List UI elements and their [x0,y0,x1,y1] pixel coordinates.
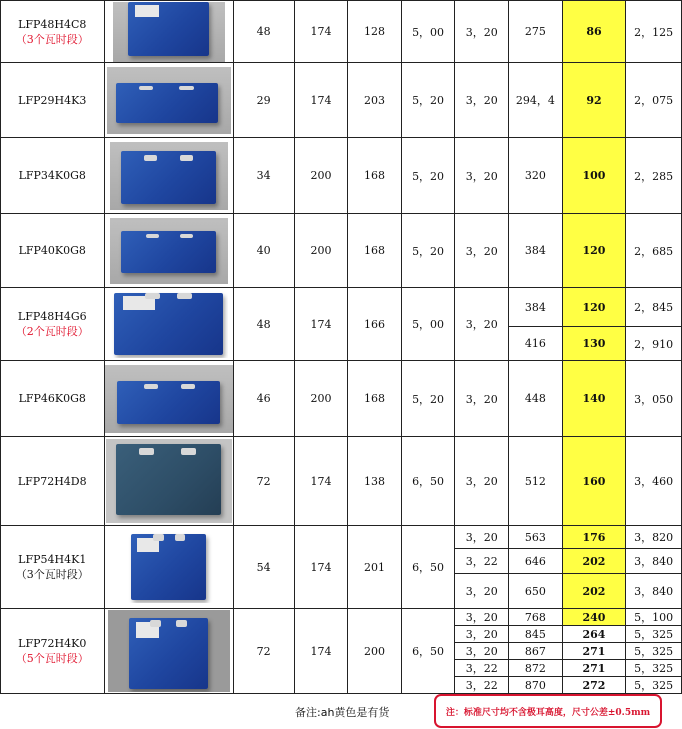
wh-cell: 384 [509,288,563,327]
voltage-cell: 3，20 [455,643,509,660]
table-row [1,288,682,327]
table-row [1,138,682,214]
width-cell: 200 [294,214,347,288]
voltage-cell: 3，22 [455,549,509,574]
price-cell: 3，840 [626,574,682,609]
battery-photo [106,439,232,523]
battery-photo-cell [104,526,233,609]
voltage-cell: 3，20 [455,609,509,626]
height-cell: 168 [348,214,401,288]
table-row [1,361,682,437]
ah-cell: 271 [562,643,625,660]
wh-cell: 384 [509,214,563,288]
voltage-cell: 3，20 [455,526,509,549]
table-row [1,214,682,288]
price-cell: 5，325 [626,660,682,677]
price-cell: 3，050 [626,361,682,437]
model-cell: LFP72H4D8 [1,437,105,526]
height-cell: 138 [348,437,401,526]
price-cell: 3，840 [626,549,682,574]
voltage-cell: 3，22 [455,660,509,677]
ah-cell: 120 [562,214,625,288]
height-cell: 200 [348,609,401,694]
model-cell: LFP29H4K3 [1,63,105,138]
wh-cell: 650 [509,574,563,609]
footer [0,693,682,729]
price-cell: 3，820 [626,526,682,549]
model-cell: LFP48H4G6 （2个瓦时段） [1,288,105,361]
model-cell: LFP34K0G8 [1,138,105,214]
table-row [1,526,682,549]
weight-cell: 54 [233,526,294,609]
price-cell: 3，460 [626,437,682,526]
weight-cell: 72 [233,437,294,526]
weight-cell: 48 [233,288,294,361]
battery-photo [113,2,225,62]
weight-cell: 34 [233,138,294,214]
thickness-cell: 5，00 [401,1,455,63]
voltage-cell: 3，20 [455,626,509,643]
price-cell: 2，075 [626,63,682,138]
battery-photo [108,610,230,692]
table-row [1,63,682,138]
wh-cell: 845 [509,626,563,643]
ah-cell: 100 [562,138,625,214]
battery-photo-cell [104,63,233,138]
voltage-cell: 3，20 [455,437,509,526]
ah-cell: 86 [562,1,625,63]
battery-photo [110,218,228,284]
voltage-cell: 3，22 [455,677,509,694]
battery-photo-cell [104,437,233,526]
price-cell: 2，845 [626,288,682,327]
table-row [1,437,682,526]
wh-cell: 294，4 [509,63,563,138]
width-cell: 174 [294,288,347,361]
tolerance-note-box: 注：标准尺寸均不含极耳高度，尺寸公差±0.5mm [434,694,662,728]
width-cell: 200 [294,138,347,214]
thickness-cell: 5，20 [401,138,455,214]
model-cell: LFP40K0G8 [1,214,105,288]
model-cell: LFP72H4K0 （5个瓦时段） [1,609,105,694]
table-row [1,609,682,626]
model-cell: LFP48H4C8 （3个瓦时段） [1,1,105,63]
battery-photo-cell [104,288,233,361]
stock-note: 备注:ah黄色是有货 [295,706,390,719]
height-cell: 201 [348,526,401,609]
thickness-cell: 5，20 [401,361,455,437]
wh-cell: 872 [509,660,563,677]
ah-cell: 92 [562,63,625,138]
ah-cell: 140 [562,361,625,437]
battery-photo-cell [104,1,233,63]
voltage-cell: 3，20 [455,1,509,63]
ah-cell: 272 [562,677,625,694]
ah-cell: 240 [562,609,625,626]
wh-cell: 563 [509,526,563,549]
thickness-cell: 6，50 [401,609,455,694]
battery-photo-cell [104,138,233,214]
price-cell: 5，325 [626,626,682,643]
width-cell: 174 [294,63,347,138]
wh-cell: 870 [509,677,563,694]
thickness-cell: 6，50 [401,437,455,526]
height-cell: 168 [348,361,401,437]
thickness-cell: 6，50 [401,526,455,609]
weight-cell: 40 [233,214,294,288]
width-cell: 174 [294,1,347,63]
voltage-cell: 3，20 [455,288,509,361]
thickness-cell: 5，00 [401,288,455,361]
width-cell: 200 [294,361,347,437]
wh-cell: 867 [509,643,563,660]
price-cell: 5，100 [626,609,682,626]
voltage-cell: 3，20 [455,214,509,288]
weight-cell: 48 [233,1,294,63]
battery-photo [105,365,233,433]
wh-cell: 416 [509,327,563,361]
height-cell: 168 [348,138,401,214]
height-cell: 166 [348,288,401,361]
thickness-cell: 5，20 [401,63,455,138]
voltage-cell: 3，20 [455,138,509,214]
wh-cell: 448 [509,361,563,437]
battery-photo-cell [104,214,233,288]
price-cell: 5，325 [626,643,682,660]
table-row [1,1,682,63]
voltage-cell: 3，20 [455,574,509,609]
width-cell: 174 [294,609,347,694]
price-cell: 2，910 [626,327,682,361]
model-cell: LFP54H4K1 （3个瓦时段） [1,526,105,609]
weight-cell: 46 [233,361,294,437]
wh-cell: 275 [509,1,563,63]
ah-cell: 202 [562,574,625,609]
price-cell: 2，285 [626,138,682,214]
voltage-cell: 3，20 [455,63,509,138]
battery-photo [110,142,228,210]
price-cell: 2，685 [626,214,682,288]
ah-cell: 120 [562,288,625,327]
battery-photo [110,531,228,603]
width-cell: 174 [294,526,347,609]
battery-photo-cell [104,361,233,437]
wh-cell: 512 [509,437,563,526]
price-cell: 2，125 [626,1,682,63]
ah-cell: 160 [562,437,625,526]
width-cell: 174 [294,437,347,526]
wh-cell: 646 [509,549,563,574]
battery-photo-cell [104,609,233,694]
ah-cell: 130 [562,327,625,361]
ah-cell: 264 [562,626,625,643]
weight-cell: 29 [233,63,294,138]
battery-photo [110,290,228,358]
height-cell: 128 [348,1,401,63]
height-cell: 203 [348,63,401,138]
thickness-cell: 5，20 [401,214,455,288]
price-cell: 5，325 [626,677,682,694]
voltage-cell: 3，20 [455,361,509,437]
ah-cell: 176 [562,526,625,549]
ah-cell: 202 [562,549,625,574]
wh-cell: 768 [509,609,563,626]
wh-cell: 320 [509,138,563,214]
model-cell: LFP46K0G8 [1,361,105,437]
battery-photo [107,67,231,134]
weight-cell: 72 [233,609,294,694]
ah-cell: 271 [562,660,625,677]
